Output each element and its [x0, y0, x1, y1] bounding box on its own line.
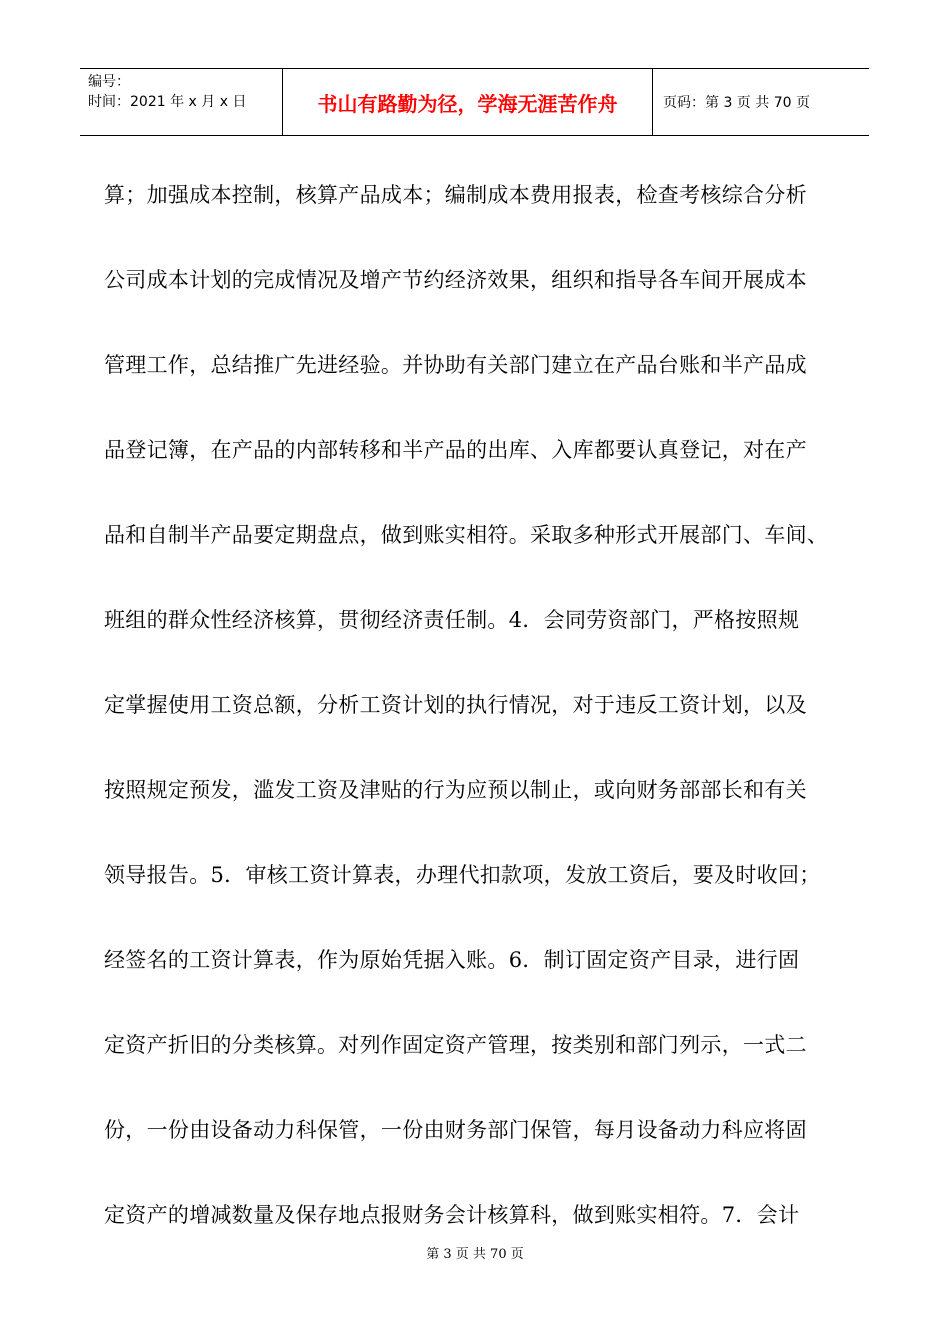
- body-line: 定掌握使用工资总额，分析工资计划的执行情况，对于违反工资计划，以及: [104, 693, 807, 717]
- header-divider-right: [652, 69, 653, 135]
- body-line: 品和自制半产品要定期盘点，做到账实相符。采取多种形式开展部门、车间、: [104, 523, 829, 547]
- page-footer: 第 3 页 共 70 页: [426, 1247, 524, 1262]
- document-number-label: 编号：: [88, 74, 130, 90]
- body-line: 管理工作，总结推广先进经验。并协助有关部门建立在产品台账和半产品成: [104, 353, 807, 377]
- body-line: 领导报告。5．审核工资计算表，办理代扣款项，发放工资后，要及时收回；: [104, 863, 821, 887]
- body-line: 班组的群众性经济核算，贯彻经济责任制。4．会同劳资部门，严格按照规: [104, 608, 800, 632]
- body-line: 公司成本计划的完成情况及增产节约经济效果，组织和指导各车间开展成本: [104, 268, 807, 292]
- body-line: 定资产的增减数量及保存地点报财务会计核算科，做到账实相符。7．会计: [104, 1203, 800, 1227]
- document-body: [104, 168, 864, 1273]
- body-line: 份，一份由设备动力科保管，一份由财务部门保管，每月设备动力科应将固: [104, 1118, 807, 1142]
- body-line: 经签名的工资计算表，作为原始凭据入账。6．制订固定资产目录，进行固: [104, 948, 800, 972]
- header-page-info: 页码：第 3 页 共 70 页: [663, 95, 810, 111]
- body-line: 算；加强成本控制，核算产品成本；编制成本费用报表，检查考核综合分析: [104, 183, 807, 207]
- header-motto: 书山有路勤为径，学海无涯苦作舟: [317, 92, 618, 116]
- page-header: [80, 68, 869, 136]
- body-line: 定资产折旧的分类核算。对列作固定资产管理，按类别和部门列示，一式二: [104, 1033, 807, 1057]
- body-line: 品登记簿，在产品的内部转移和半产品的出库、入库都要认真登记，对在产: [104, 438, 807, 462]
- document-time-label: 时间：2021 年 x 月 x 日: [88, 94, 247, 110]
- header-meta: [88, 72, 246, 112]
- body-line: 按照规定预发，滥发工资及津贴的行为应预以制止，或向财务部部长和有关: [104, 778, 807, 802]
